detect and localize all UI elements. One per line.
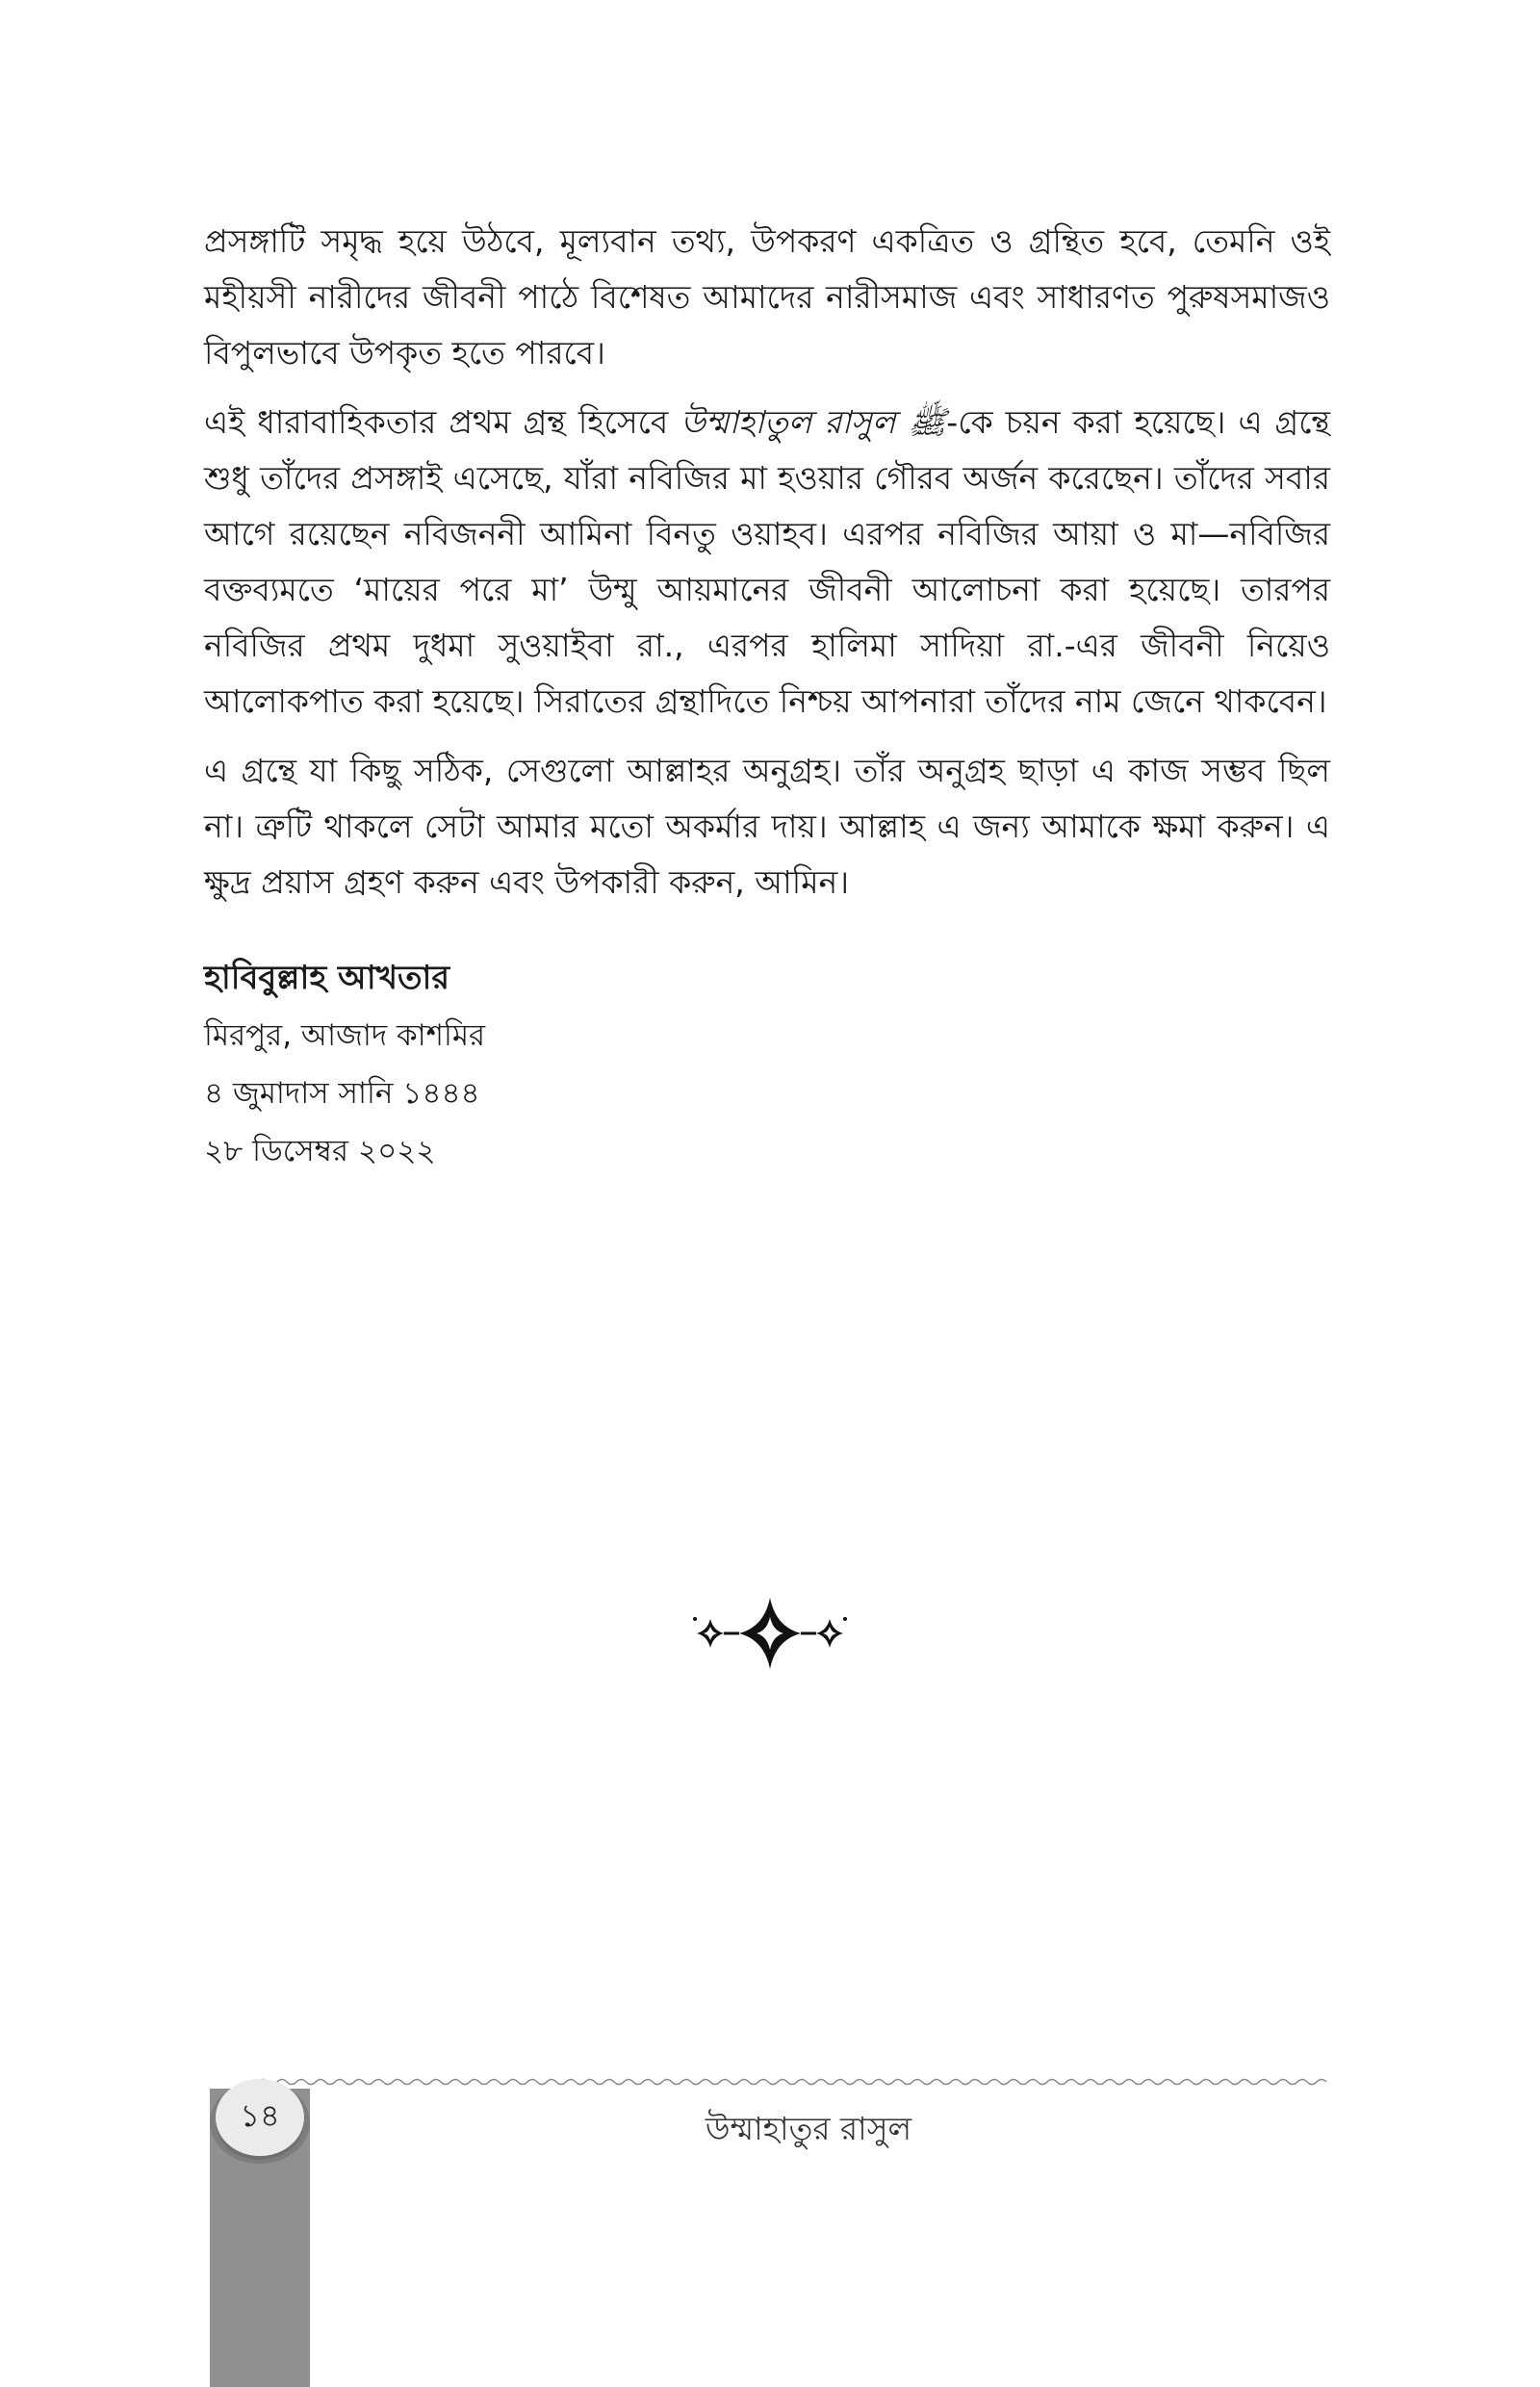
page-content (204, 214, 1330, 1180)
paragraph-2-after: -কে চয়ন করা হয়েছে। এ গ্রন্থে শুধু তাঁদের প্রসঙ্গাই এসেছে, যাঁরা নবিজির মা হওয়ার গৌরব অর্জন করেছেন। তাঁদের সবার আগে রয়েছেন নবিজননী আমিনা বিনতু ওয়াহব। এরপর নবিজির আয়া ও মা—নবিজির বক্তব্যমতে ‘মায়ের পরে মা’ উম্মু আয়মানের জীবনী আলোচনা করা হয়েছে। তারপর নবিজির প্রথম দুধমা সুওয়াইবা রা., এরপর হালিমা সাদিয়া রা.-এর জীবনী নিয়েও আলোকপাত করা হয়েছে। সিরাতের গ্রন্থাদিতে নিশ্চয় আপনারা তাঁদের নাম জেনে থাকবেন। (204, 403, 1331, 720)
paragraph-3: এ গ্রন্থে যা কিছু সঠিক, সেগুলো আল্লাহর অনুগ্রহ। তাঁর অনুগ্রহ ছাড়া এ কাজ সম্ভব ছিল না। ত্রুটি থাকলে সেটা আমার মতো অকর্মার দায়। আল্লাহ এ জন্য আমাকে ক্ষমা করুন। এ ক্ষুদ্র প্রয়াস গ্রহণ করুন এবং উপকারী করুন, আমিন। (204, 752, 1330, 901)
author-place: মিরপুর, আজাদ কাশমির (204, 1018, 486, 1053)
author-name: হাবিবুল্লাহ আখতার (204, 959, 450, 997)
diamond-star-ornament-icon (674, 1590, 866, 1677)
running-title: উম্মাহাতুর রাসুল (705, 2110, 912, 2147)
paragraph-1: প্রসঙ্গাটি সমৃদ্ধ হয়ে উঠবে, মূল্যবান তথ্য, উপকরণ একত্রিত ও গ্রন্থিত হবে, তেমনি ওই মহীয়সী নারীদের জীবনী পাঠে বিশেষত আমাদের নারীসমাজ এবং সাধারণত পুরুষসমাজও বিপুলভাবে উপকৃত হতে পারবে। (204, 222, 1330, 372)
signature-block (204, 949, 1330, 1180)
paragraph-2 (204, 395, 1330, 730)
page-number: ১৪ (216, 2079, 304, 2156)
hijri-date: ৪ জুমাদাস সানি ১৪৪৪ (204, 1076, 480, 1111)
book-title-italic: উম্মাহাতুল রাসুল ﷺ (680, 403, 947, 441)
paragraph-2-before: এই ধারাবাহিকতার প্রথম গ্রন্থ হিসেবে (204, 403, 681, 441)
footer-wavy-rule (258, 2074, 1336, 2090)
gregorian-date: ২৮ ডিসেম্বর ২০২২ (204, 1134, 436, 1168)
